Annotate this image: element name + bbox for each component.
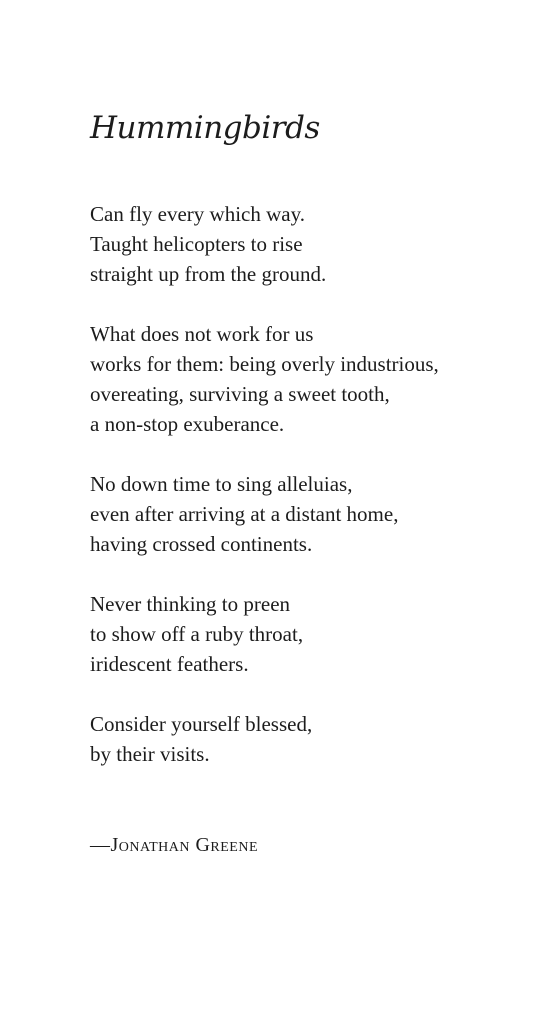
poem-line: having crossed continents. [90, 532, 313, 556]
poem-line: straight up from the ground. [90, 262, 327, 286]
poem-line: works for them: being overly industrious, [90, 352, 439, 376]
stanza-1 [90, 199, 439, 289]
poem-line: to show off a ruby throat, [90, 622, 304, 646]
poem-body [90, 199, 439, 799]
poem-line: Consider yourself blessed, [90, 712, 313, 736]
stanza-2 [90, 319, 439, 439]
poem-line: Can fly every which way. [90, 202, 305, 226]
poem-title: Hummingbirds [90, 110, 320, 146]
stanza-4 [90, 589, 439, 679]
stanza-3 [90, 469, 439, 559]
poem-attribution: —Jonathan Greene [90, 834, 258, 856]
poem-line: iridescent feathers. [90, 652, 249, 676]
poem-line: a non-stop exuberance. [90, 412, 285, 436]
poem-line: overeating, surviving a sweet tooth, [90, 382, 390, 406]
poem-line: What does not work for us [90, 322, 314, 346]
poem-line: by their visits. [90, 742, 210, 766]
stanza-5 [90, 709, 439, 769]
poem-line: No down time to sing alleluias, [90, 472, 353, 496]
poem-line: even after arriving at a distant home, [90, 502, 399, 526]
poem-line: Taught helicopters to rise [90, 232, 303, 256]
poem-line: Never thinking to preen [90, 592, 291, 616]
